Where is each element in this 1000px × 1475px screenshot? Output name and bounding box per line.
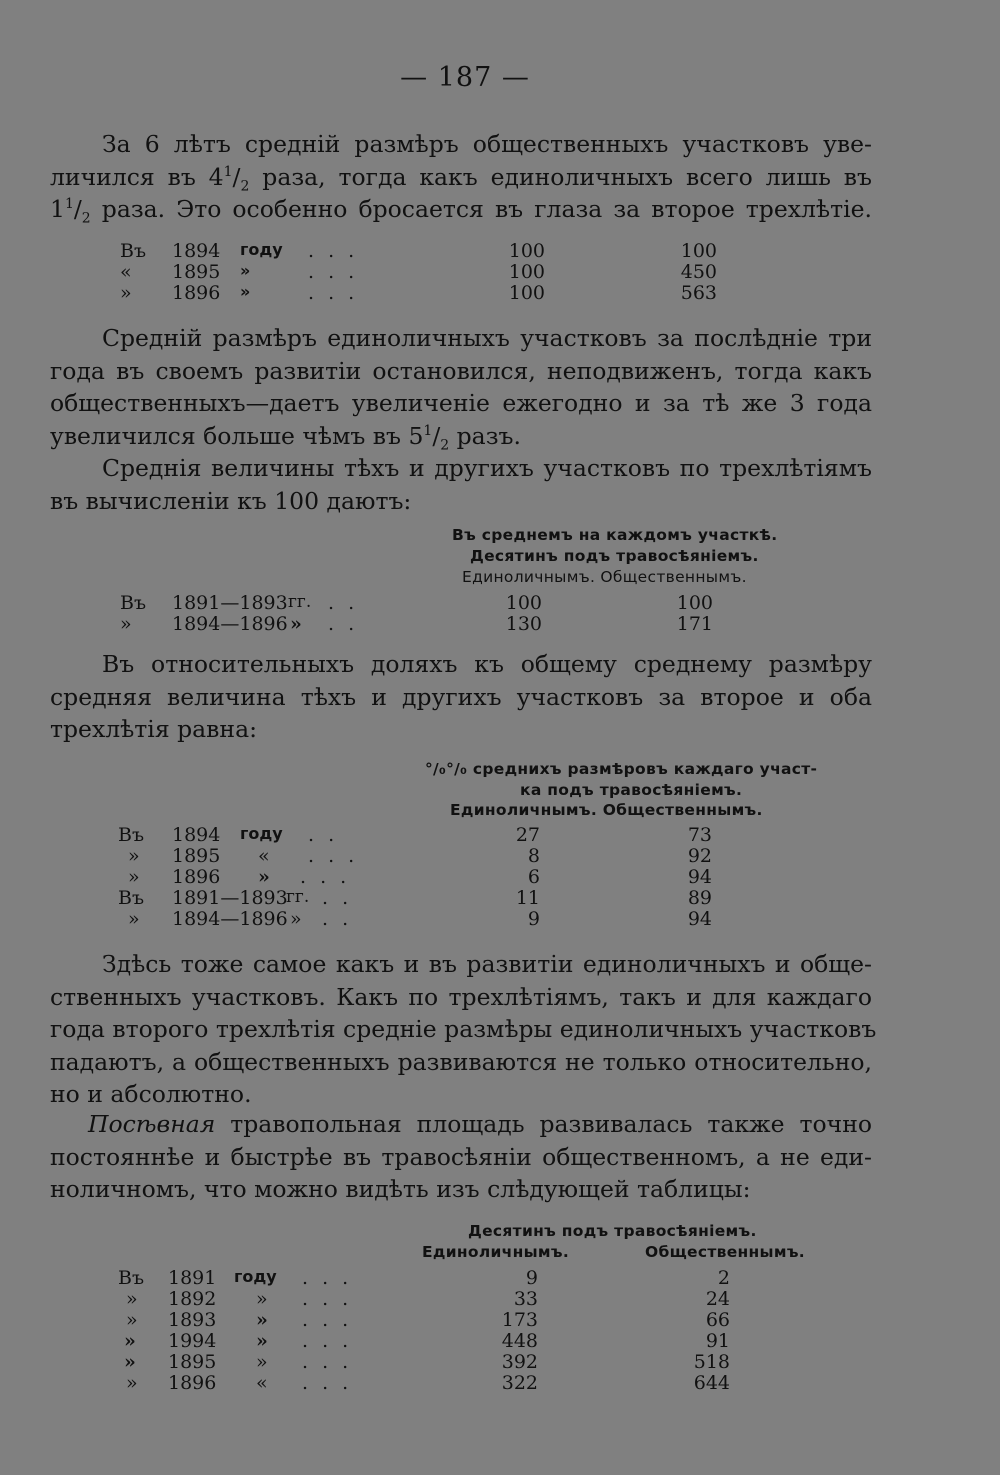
table-3-header-2: ка подъ травосѣяніемъ. xyxy=(520,781,743,799)
p5-line-1: Здѣсь тоже самое какъ и въ развитіи единоличныхъ и обще- xyxy=(102,950,872,978)
p1-line-3: $1^1/_2$ раза. Это особенно бросается въ глаза за второе трехлѣтіе. xyxy=(50,195,872,227)
table-row: » 1892 » . . . 33 24 xyxy=(126,1288,730,1310)
p1-line-2: личился въ $4^1/_2$ раза, тогда какъ единоличныхъ всего лишь въ xyxy=(50,162,872,195)
table-4-header-1: Десятинъ подъ травосѣяніемъ. xyxy=(468,1222,757,1240)
paragraph-1 xyxy=(50,128,872,226)
table-row: » 1896 » . . . 100 563 xyxy=(120,282,717,304)
p4-line-1: Въ относительныхъ доляхъ къ общему среднему размѣру xyxy=(102,650,872,678)
p6-line-2: постояннѣе и быстрѣе въ травосѣяніи общественномъ, а не еди- xyxy=(50,1142,872,1171)
table-row: « 1895 » . . . 100 450 xyxy=(120,261,717,283)
paragraph-3 xyxy=(50,452,872,517)
table-4-header-2b: Общественнымъ. xyxy=(645,1243,805,1261)
p5-line-3: года второго трехлѣтія средніе размѣры единоличныхъ участковъ xyxy=(50,1015,877,1043)
table-2-header-1: Въ среднемъ на каждомъ участкѣ. xyxy=(452,526,778,544)
table-row: Въ 1891 году . . . 9 2 xyxy=(118,1267,730,1289)
table-row: » 1896 « . . . 322 644 xyxy=(126,1372,730,1394)
paragraph-6 xyxy=(50,1108,872,1206)
table-row: Въ 1891—1893 гг. . . 11 89 xyxy=(118,887,712,909)
p4-line-2: средняя величина тѣхъ и другихъ участковъ за второе и оба xyxy=(50,682,872,711)
p2-line-3: общественныхъ—даетъ увеличеніе ежегодно и за тѣ же 3 года xyxy=(50,389,872,417)
p5-line-4: падаютъ, а общественныхъ развиваются не только относительно, xyxy=(50,1047,872,1076)
table-2 xyxy=(0,592,1000,634)
p2-line-4: увеличился больше чѣмъ въ $5^1/_2$ разъ. xyxy=(50,421,521,454)
p2-line-1: Средній размѣръ единоличныхъ участковъ за послѣдніе три xyxy=(102,324,872,352)
paragraph-4 xyxy=(50,648,872,746)
table-row: » 1893 » . . . 173 66 xyxy=(126,1309,730,1331)
table-3 xyxy=(0,824,1000,929)
table-row: Въ 1891—1893 гг. . . 100 100 xyxy=(120,592,713,614)
table-row: » 1895 » . . . 392 518 xyxy=(124,1351,730,1373)
table-3-header-3: Единоличнымъ. Общественнымъ. xyxy=(450,801,763,819)
p4-line-3: трехлѣтія равна: xyxy=(50,715,257,743)
table-row: » 1894—1896 » . . 130 171 xyxy=(120,613,713,635)
p3-line-1: Среднія величины тѣхъ и другихъ участковъ по трехлѣтіямъ xyxy=(102,454,872,482)
table-row: » 1896 » . . . 6 94 xyxy=(128,866,712,888)
table-1 xyxy=(0,240,1000,303)
p3-line-2: въ вычисленіи къ 100 даютъ: xyxy=(50,486,412,515)
p6-line-1: Посѣвная травопольная площадь развивалась также точно xyxy=(88,1110,872,1138)
table-3-header-1: °/₀°/₀ среднихъ размѣровъ каждаго участ- xyxy=(425,760,818,778)
table-2-header-2: Десятинъ подъ травосѣяніемъ. xyxy=(470,547,759,565)
table-row: » 1894—1896 » . . 9 94 xyxy=(128,908,712,930)
table-row: » 1994 » . . . 448 91 xyxy=(124,1330,730,1352)
paragraph-2 xyxy=(50,322,872,452)
p5-line-2: ственныхъ участковъ. Какъ по трехлѣтіямъ, такъ и для каждаго xyxy=(50,982,872,1011)
p2-line-2: года въ своемъ развитіи остановился, неподвиженъ, тогда какъ xyxy=(50,356,872,385)
p1-line-1: За 6 лѣтъ средній размѣръ общественныхъ участковъ уве- xyxy=(102,130,872,158)
table-4-header-2a: Единоличнымъ. xyxy=(422,1243,570,1261)
table-2-header-3: Единоличнымъ. Общественнымъ. xyxy=(462,568,747,586)
paragraph-5 xyxy=(50,948,877,1111)
table-row: Въ 1894 году . . . 100 100 xyxy=(120,240,717,262)
page-number: — 187 — xyxy=(400,62,530,93)
table-4 xyxy=(0,1267,1000,1393)
table-row: Въ 1894 году . . 27 73 xyxy=(118,824,712,846)
p5-line-5: но и абсолютно. xyxy=(50,1080,252,1108)
table-row: » 1895 « . . . 8 92 xyxy=(128,845,712,867)
p6-line-3: ноличномъ, что можно видѣть изъ слѣдующей таблицы: xyxy=(50,1175,751,1203)
